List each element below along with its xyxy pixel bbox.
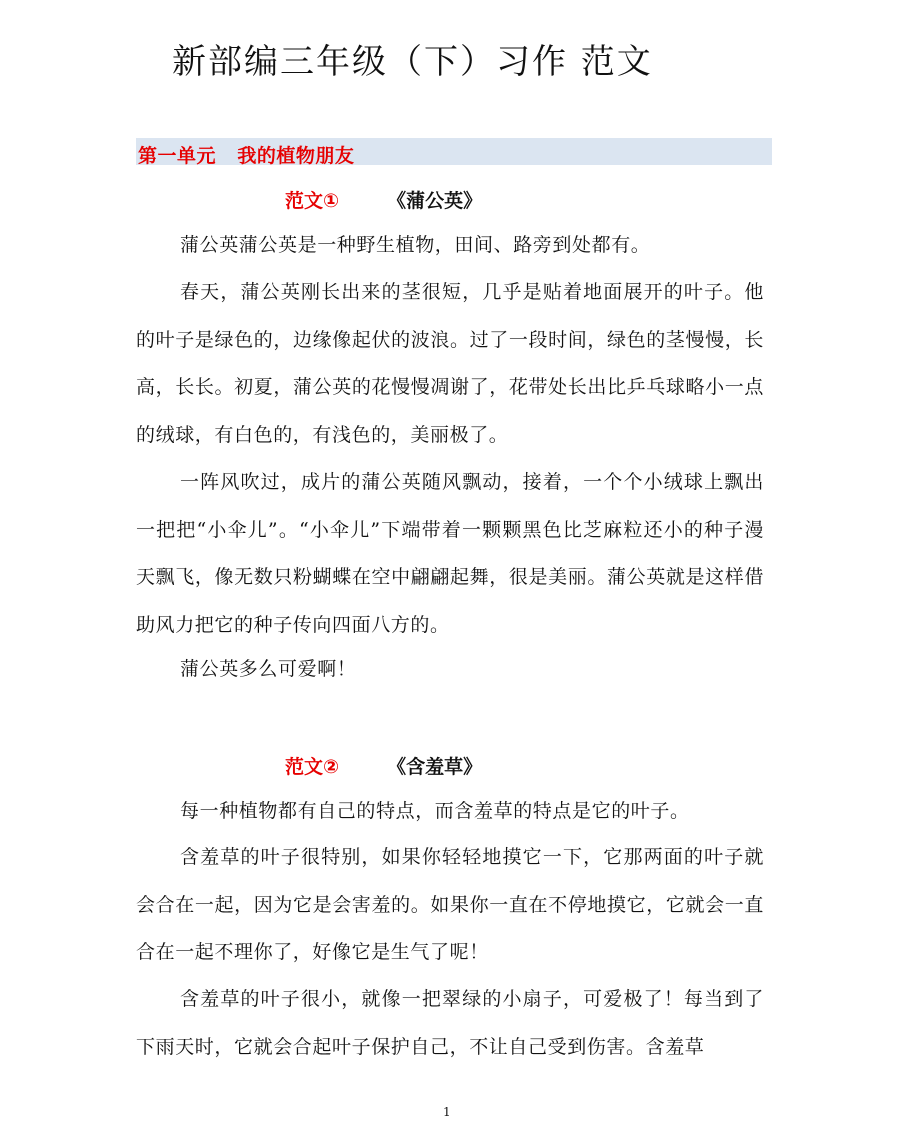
essay-1-label: 范文① — [285, 190, 340, 212]
essay-1-paragraph-2: 春天，蒲公英刚长出来的茎很短，几乎是贴着地面展开的叶子。他的叶子是绿色的，边缘像起伏的波浪。过了一段时间，绿色的茎慢慢，长高，长长。初夏，蒲公英的花慢慢凋谢了，花带处长出比乒乓球略小一点的绒球，有白色的，有浅色的，美丽极了。 — [136, 281, 764, 446]
essay-1-name: 《蒲公英》 — [387, 190, 483, 212]
essay-1-paragraph-1: 蒲公英蒲公英是一种野生植物，田间、路旁到处都有。 — [180, 234, 651, 256]
essay-1-title — [285, 186, 482, 213]
unit-heading-text: 第一单元 我的植物朋友 — [138, 145, 355, 167]
essay-2-paragraph-1: 每一种植物都有自己的特点，而含羞草的特点是它的叶子。 — [180, 800, 690, 822]
essay-2-paragraph-2: 含羞草的叶子很特别，如果你轻轻地摸它一下，它那两面的叶子就会合在一起，因为它是会害羞的。如果你一直在不停地摸它，它就会一直合在一起不理你了，好像它是生气了呢！ — [136, 846, 764, 963]
essay-2-name: 《含羞草》 — [387, 756, 483, 778]
page-number: 1 — [443, 1105, 451, 1119]
essay-1-paragraph-4: 蒲公英多么可爱啊！ — [180, 658, 357, 680]
unit-heading-band — [136, 138, 772, 165]
document-title: 新部编三年级（下）习作 范文 — [172, 42, 653, 82]
essay-2-paragraph-3: 含羞草的叶子很小，就像一把翠绿的小扇子，可爱极了！每当到了下雨天时，它就会合起叶子保护自己，不让自己受到伤害。含羞草 — [136, 988, 764, 1058]
essay-2-label: 范文② — [285, 756, 340, 778]
essay-1-paragraph-3: 一阵风吹过，成片的蒲公英随风飘动，接着，一个个小绒球上飘出一把把“小伞儿”。“小伞儿”下端带着一颗颗黑色比芝麻粒还小的种子漫天飘飞，像无数只粉蝴蝶在空中翩翩起舞，很是美丽。蒲公英就是这样借助风力把它的种子传向四面八方的。 — [136, 471, 764, 636]
essay-2-title — [285, 752, 482, 779]
